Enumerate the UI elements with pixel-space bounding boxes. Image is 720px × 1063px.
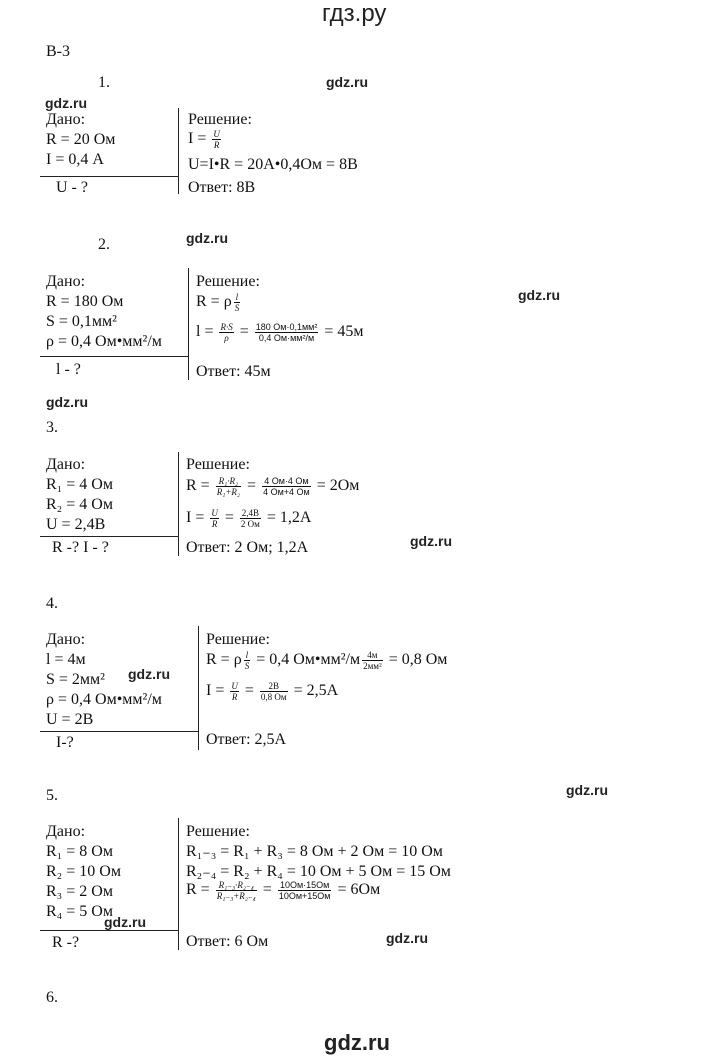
given-value: U = 2,4В <box>46 516 106 533</box>
given-divider <box>40 536 178 537</box>
given-title: Дано: <box>46 456 86 473</box>
fraction <box>260 681 288 702</box>
given-solution-divider <box>188 268 189 380</box>
answer: Ответ: 2 Ом; 1,2А <box>186 539 309 556</box>
formula-text: = 1,2А <box>262 509 312 527</box>
numerator: l <box>235 292 239 302</box>
denominator: 4 Ом+4 Ом <box>263 487 310 497</box>
fraction <box>212 129 221 150</box>
formula-line <box>186 476 359 497</box>
given-value: I = 0,4 А <box>46 151 104 168</box>
find-value: U - ? <box>56 179 88 196</box>
fraction <box>216 476 241 497</box>
answer: Ответ: 45м <box>196 363 271 380</box>
solution-title: Решение: <box>188 111 252 128</box>
formula-line <box>196 322 364 343</box>
watermark: gdz.ru <box>46 394 88 410</box>
numerator: U <box>211 508 218 518</box>
given-title: Дано: <box>46 111 86 128</box>
given-value: R₁ = 8 Ом <box>46 843 113 860</box>
numerator: 180 Ом·0,1мм² <box>255 322 318 332</box>
fraction <box>210 508 219 529</box>
given-value: R₁ = 4 Ом <box>46 476 113 493</box>
denominator: R <box>213 140 220 150</box>
denominator: S <box>244 661 250 671</box>
given-title: Дано: <box>46 273 86 290</box>
formula-text: = 45м <box>320 323 364 341</box>
watermark: gdz.ru <box>326 74 368 90</box>
denominator: ρ <box>224 333 229 343</box>
numerator: 10Ом·15Ом <box>278 880 332 891</box>
problem-5-number: 5. <box>46 787 58 804</box>
footer-watermark: gdz.ru <box>324 1030 390 1055</box>
find-value: I-? <box>56 734 74 751</box>
denominator: R₁+R₂ <box>216 487 241 497</box>
watermark: gdz.ru <box>566 782 608 798</box>
denominator: R <box>231 692 238 702</box>
denominator: S <box>234 303 240 313</box>
formula-text: = <box>258 881 276 899</box>
numerator: R₁₋₃·R₂₋₄ <box>216 880 257 891</box>
fraction <box>216 880 257 901</box>
problem-1-number: 1. <box>98 74 110 91</box>
given-value: R₂ = 10 Ом <box>46 863 121 880</box>
fraction <box>262 476 311 497</box>
given-solution-divider <box>178 108 179 194</box>
given-value: R = 180 Ом <box>46 293 124 310</box>
denominator: 0,8 Ом <box>260 692 287 702</box>
given-divider <box>40 930 178 931</box>
formula-line <box>186 880 380 901</box>
denominator: R₁₋₃+R₂₋₄ <box>216 891 256 901</box>
formula-text: = 6Ом <box>333 881 381 899</box>
formula-text: I = <box>188 130 211 148</box>
denominator: 2мм² <box>363 661 382 671</box>
numerator: l <box>245 650 249 660</box>
given-solution-divider <box>178 818 179 950</box>
denominator: 2 Ом <box>240 519 260 529</box>
formula-line: U=I•R = 20А•0,4Ом = 8В <box>188 156 358 173</box>
numerator: R₁·R₂ <box>216 476 241 487</box>
numerator: 2,4В <box>241 508 259 518</box>
formula-text: l = <box>196 323 218 341</box>
solution-title: Решение: <box>186 456 250 473</box>
find-value: l - ? <box>56 361 81 378</box>
numerator: U <box>213 129 220 139</box>
watermark: gdz.ru <box>128 666 170 682</box>
formula-text: = 2Ом <box>312 477 360 495</box>
solution-title: Решение: <box>206 631 270 648</box>
given-solution-divider <box>178 452 179 556</box>
answer: Ответ: 6 Ом <box>186 933 269 950</box>
formula-line <box>186 508 311 529</box>
given-value: R₄ = 5 Ом <box>46 903 113 920</box>
watermark: gdz.ru <box>45 95 87 111</box>
given-solution-divider <box>198 626 199 750</box>
given-value: U = 2В <box>46 711 94 728</box>
formula-text: = 0,4 Ом•мм²/м <box>252 651 361 669</box>
fraction <box>362 650 383 671</box>
fraction <box>240 508 261 529</box>
denominator: 0,4 Ом·мм²/м <box>258 333 315 343</box>
formula-line: R₂₋₄ = R₂ + R₄ = 10 Ом + 5 Ом = 15 Ом <box>186 863 451 880</box>
fraction <box>278 880 332 901</box>
given-divider <box>40 731 198 732</box>
denominator: R <box>211 519 218 529</box>
given-value: R₂ = 4 Ом <box>46 496 113 513</box>
problem-3-number: 3. <box>46 419 58 436</box>
formula-line <box>188 129 223 150</box>
watermark: gdz.ru <box>410 533 452 549</box>
given-value: ρ = 0,4 Ом•мм²/м <box>46 691 162 708</box>
given-value: ρ = 0,4 Ом•мм²/м <box>46 333 162 350</box>
given-value: S = 2мм² <box>46 671 105 688</box>
numerator: U <box>231 681 238 691</box>
watermark: gdz.ru <box>104 914 146 930</box>
fraction <box>234 292 241 313</box>
watermark: gdz.ru <box>186 230 228 246</box>
given-title: Дано: <box>46 823 86 840</box>
formula-text: R = ρ <box>206 651 242 669</box>
watermark: gdz.ru <box>518 287 560 303</box>
problem-6-number: 6. <box>46 989 58 1006</box>
find-value: R -? <box>52 934 80 951</box>
given-divider <box>40 176 178 177</box>
given-value: R = 20 Ом <box>46 131 116 148</box>
find-value: R -? I - ? <box>52 539 109 556</box>
numerator: 4м <box>362 650 383 661</box>
solution-title: Решение: <box>186 823 250 840</box>
problem-4-number: 4. <box>46 595 58 612</box>
site-header: гдз.ру <box>322 0 387 27</box>
fraction <box>244 650 251 671</box>
fraction <box>219 322 233 343</box>
formula-line <box>206 681 338 702</box>
formula-text: I = <box>186 509 209 527</box>
formula-text: = 0,8 Ом <box>384 651 448 669</box>
numerator: 2В <box>260 681 288 692</box>
answer: Ответ: 8В <box>188 179 256 196</box>
numerator: R·S <box>220 322 233 332</box>
given-title: Дано: <box>46 631 86 648</box>
formula-text: = <box>235 323 253 341</box>
formula-text: = <box>243 477 261 495</box>
fraction <box>230 681 239 702</box>
formula-text: = <box>240 682 258 700</box>
page-label: В-3 <box>46 43 70 60</box>
formula-line: R₁₋₃ = R₁ + R₃ = 8 Ом + 2 Ом = 10 Ом <box>186 843 443 860</box>
formula-text: R = ρ <box>196 293 232 311</box>
given-value: S = 0,1мм² <box>46 313 117 330</box>
numerator: 4 Ом·4 Ом <box>262 476 311 487</box>
given-divider <box>40 356 188 357</box>
formula-text: = 2,5А <box>289 682 339 700</box>
formula-text: = <box>220 509 238 527</box>
given-value: l = 4м <box>46 651 86 668</box>
formula-text: R = <box>186 477 214 495</box>
formula-text: R = <box>186 881 214 899</box>
fraction <box>255 322 319 343</box>
given-value: R₃ = 2 Ом <box>46 883 113 900</box>
problem-2-number: 2. <box>98 236 110 253</box>
answer: Ответ: 2,5А <box>206 731 287 748</box>
denominator: 10Ом+15Ом <box>278 891 331 901</box>
formula-line <box>196 292 242 313</box>
formula-text: I = <box>206 682 229 700</box>
formula-line <box>206 650 447 671</box>
solution-title: Решение: <box>196 273 260 290</box>
watermark: gdz.ru <box>386 930 428 946</box>
